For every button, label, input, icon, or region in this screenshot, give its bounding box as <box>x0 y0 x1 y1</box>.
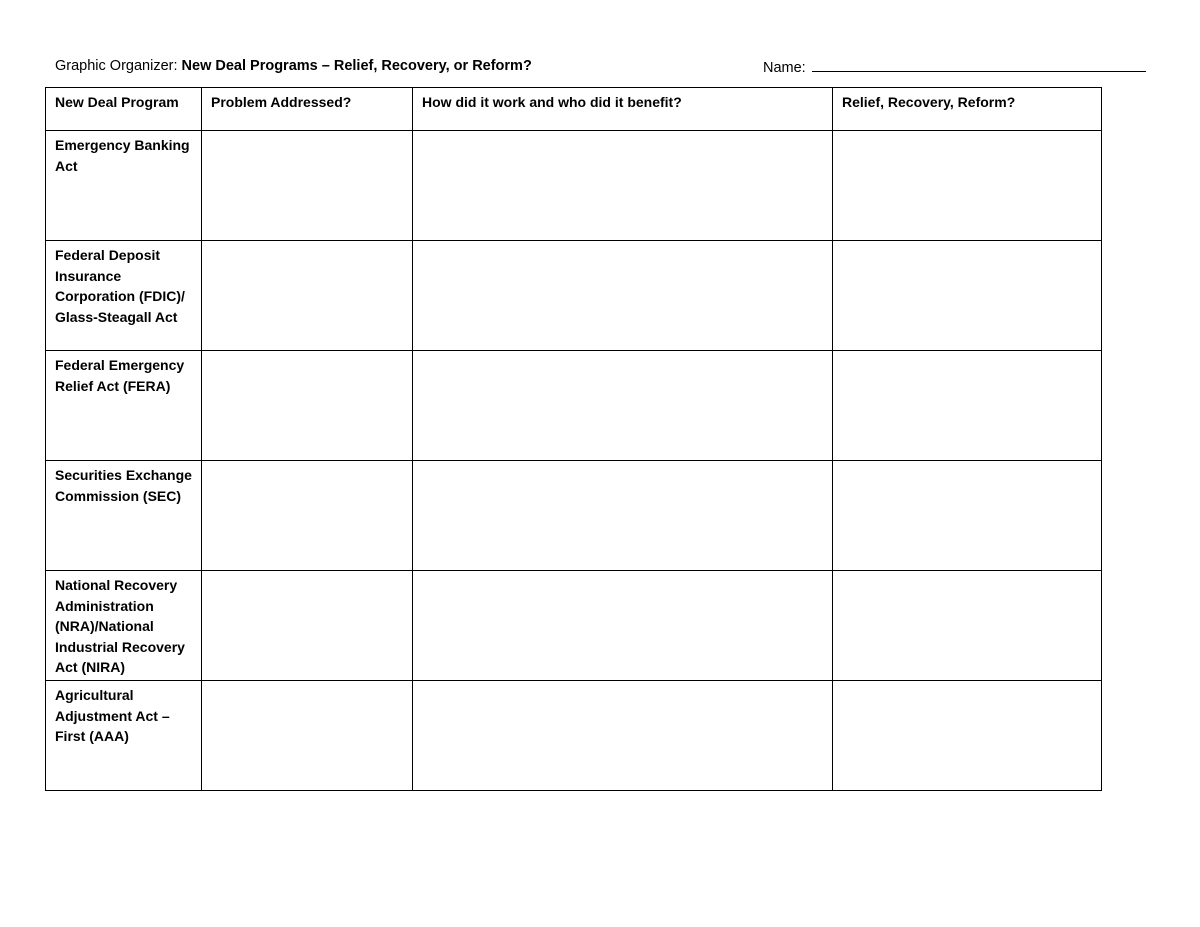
name-blank-line[interactable] <box>812 57 1146 72</box>
how-cell[interactable] <box>413 461 833 571</box>
program-cell: Agricultural Adjustment Act – First (AAA) <box>46 681 202 791</box>
table-row <box>46 351 1102 461</box>
table-row <box>46 681 1102 791</box>
problem-cell[interactable] <box>202 131 413 241</box>
organizer-table <box>45 87 1102 791</box>
header-row <box>46 88 1102 131</box>
program-cell: Securities Exchange Commission (SEC) <box>46 461 202 571</box>
how-cell[interactable] <box>413 131 833 241</box>
title-prefix: Graphic Organizer: <box>55 58 182 74</box>
how-cell[interactable] <box>413 241 833 351</box>
problem-cell[interactable] <box>202 351 413 461</box>
category-cell[interactable] <box>833 571 1102 681</box>
how-cell[interactable] <box>413 681 833 791</box>
category-cell[interactable] <box>833 241 1102 351</box>
column-header-how: How did it work and who did it benefit? <box>413 88 833 131</box>
table-row <box>46 131 1102 241</box>
title-text: New Deal Programs – Relief, Recovery, or Reform? <box>181 58 532 74</box>
how-cell[interactable] <box>413 571 833 681</box>
program-cell: Federal Emergency Relief Act (FERA) <box>46 351 202 461</box>
problem-cell[interactable] <box>202 241 413 351</box>
column-header-problem: Problem Addressed? <box>202 88 413 131</box>
name-field <box>763 57 1146 77</box>
problem-cell[interactable] <box>202 461 413 571</box>
program-cell: Federal Deposit Insurance Corporation (FDIC)/ Glass-Steagall Act <box>46 241 202 351</box>
column-header-category: Relief, Recovery, Reform? <box>833 88 1102 131</box>
document-title <box>55 57 532 75</box>
program-cell: Emergency Banking Act <box>46 131 202 241</box>
name-label: Name: <box>763 60 810 76</box>
how-cell[interactable] <box>413 351 833 461</box>
problem-cell[interactable] <box>202 681 413 791</box>
table-row <box>46 241 1102 351</box>
column-header-program: New Deal Program <box>46 88 202 131</box>
category-cell[interactable] <box>833 681 1102 791</box>
program-cell: National Recovery Administration (NRA)/National Industrial Recovery Act (NIRA) <box>46 571 202 681</box>
problem-cell[interactable] <box>202 571 413 681</box>
table-row <box>46 571 1102 681</box>
category-cell[interactable] <box>833 351 1102 461</box>
category-cell[interactable] <box>833 131 1102 241</box>
table-row <box>46 461 1102 571</box>
category-cell[interactable] <box>833 461 1102 571</box>
